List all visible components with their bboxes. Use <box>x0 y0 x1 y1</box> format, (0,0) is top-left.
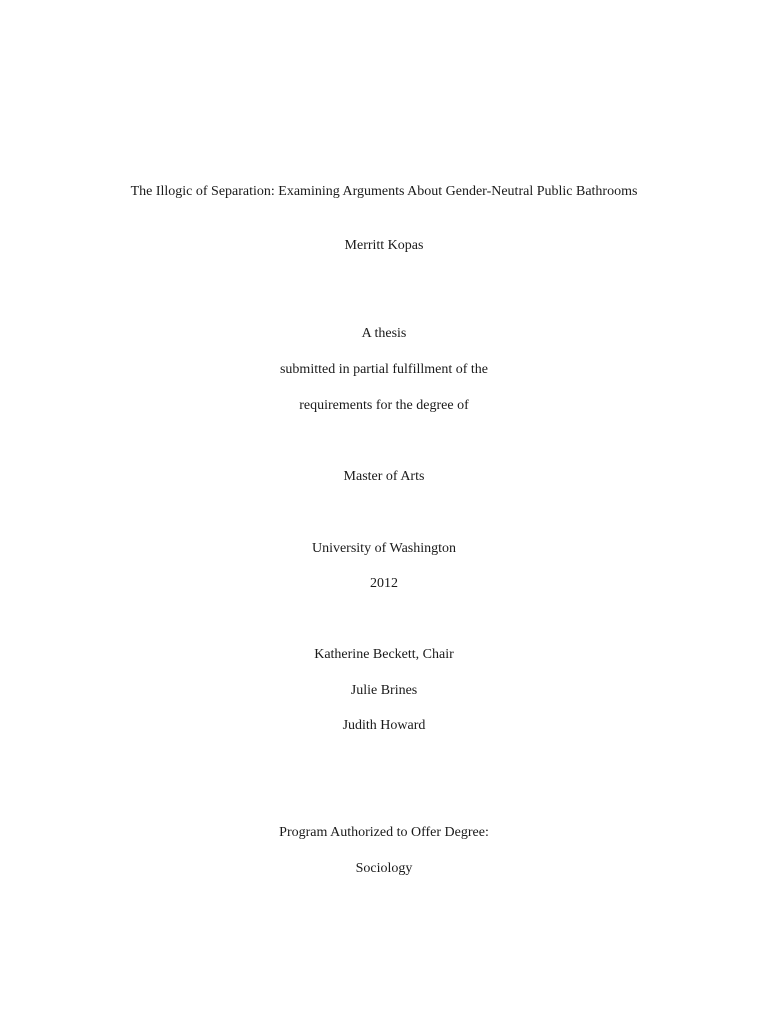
program-name: Sociology <box>355 861 413 876</box>
author-name: Merritt Kopas <box>344 238 424 253</box>
committee-member: Julie Brines <box>350 683 418 698</box>
degree-name: Master of Arts <box>343 469 425 484</box>
thesis-statement-line-3: requirements for the degree of <box>299 398 469 413</box>
program-label: Program Authorized to Offer Degree: <box>279 825 489 840</box>
committee-chair: Katherine Beckett, Chair <box>314 647 454 662</box>
year: 2012 <box>370 576 398 591</box>
institution-name: University of Washington <box>311 541 457 556</box>
thesis-statement-line-1: A thesis <box>361 326 407 341</box>
thesis-title: The Illogic of Separation: Examining Arguments About Gender-Neutral Public Bathrooms <box>130 184 638 199</box>
committee-member: Judith Howard <box>342 718 426 733</box>
thesis-statement-line-2: submitted in partial fulfillment of the <box>279 362 488 377</box>
